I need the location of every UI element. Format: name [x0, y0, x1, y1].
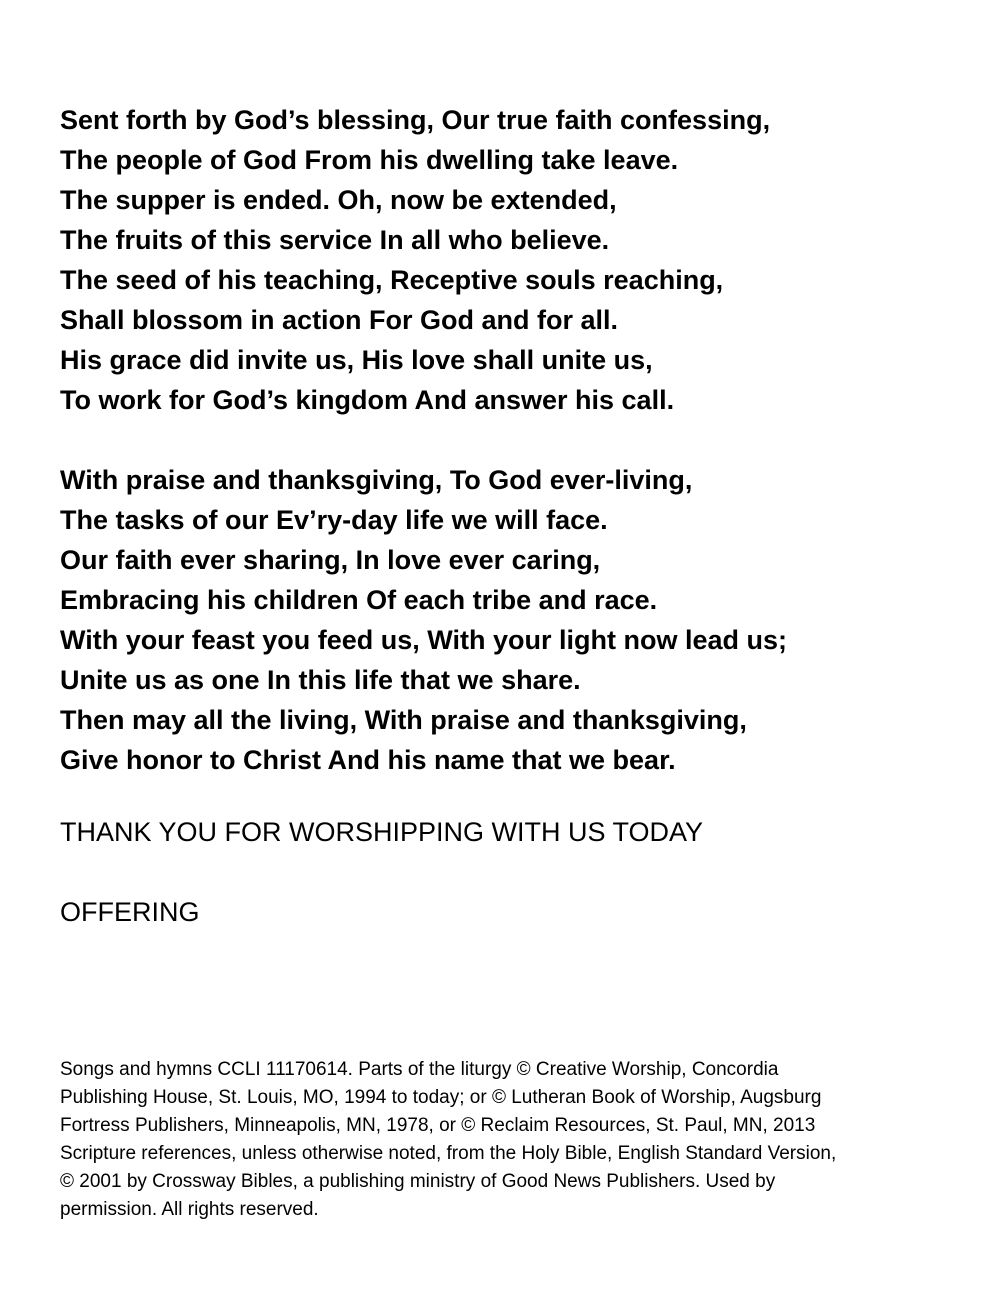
- copyright-line: Scripture references, unless otherwise noted, from the Holy Bible, English Standard Version,: [60, 1143, 837, 1164]
- copyright-line: Fortress Publishers, Minneapolis, MN, 1978, or © Reclaim Resources, St. Paul, MN, 2013: [60, 1115, 816, 1136]
- hymn-line: Embracing his children Of each tribe and race.: [60, 585, 658, 615]
- hymn-line: With praise and thanksgiving, To God ever-living,: [60, 465, 693, 495]
- offering-heading: OFFERING: [60, 897, 200, 927]
- hymn-line: Shall blossom in action For God and for all.: [60, 305, 619, 335]
- hymn-line: His grace did invite us, His love shall unite us,: [60, 345, 653, 375]
- hymn-line: The seed of his teaching, Receptive souls reaching,: [60, 265, 724, 295]
- hymn-line: With your feast you feed us, With your light now lead us;: [60, 625, 788, 655]
- hymn-verse-2: [60, 460, 960, 780]
- hymn-line: To work for God’s kingdom And answer his call.: [60, 385, 675, 415]
- thank-you-heading: THANK YOU FOR WORSHIPPING WITH US TODAY: [60, 817, 704, 847]
- hymn-line: The fruits of this service In all who believe.: [60, 225, 610, 255]
- copyright-line: Songs and hymns CCLI 11170614. Parts of the liturgy © Creative Worship, Concordia: [60, 1059, 779, 1080]
- hymn-line: The tasks of our Ev’ry-day life we will face.: [60, 505, 608, 535]
- hymn-line: Then may all the living, With praise and thanksgiving,: [60, 705, 747, 735]
- copyright-line: Publishing House, St. Louis, MO, 1994 to today; or © Lutheran Book of Worship, Augsburg: [60, 1087, 822, 1108]
- hymn-line: The supper is ended. Oh, now be extended,: [60, 185, 617, 215]
- hymn-line: Give honor to Christ And his name that we bear.: [60, 745, 676, 775]
- copyright-line: © 2001 by Crossway Bibles, a publishing ministry of Good News Publishers. Used by: [60, 1171, 776, 1192]
- copyright-line: permission. All rights reserved.: [60, 1199, 319, 1220]
- copyright-notice: [60, 1056, 930, 1224]
- hymn-verse-1: [60, 100, 960, 420]
- hymn-line: Unite us as one In this life that we share.: [60, 665, 581, 695]
- hymn-line: The people of God From his dwelling take leave.: [60, 145, 679, 175]
- hymn-line: Our faith ever sharing, In love ever caring,: [60, 545, 601, 575]
- hymn-line: Sent forth by God’s blessing, Our true faith confessing,: [60, 105, 771, 135]
